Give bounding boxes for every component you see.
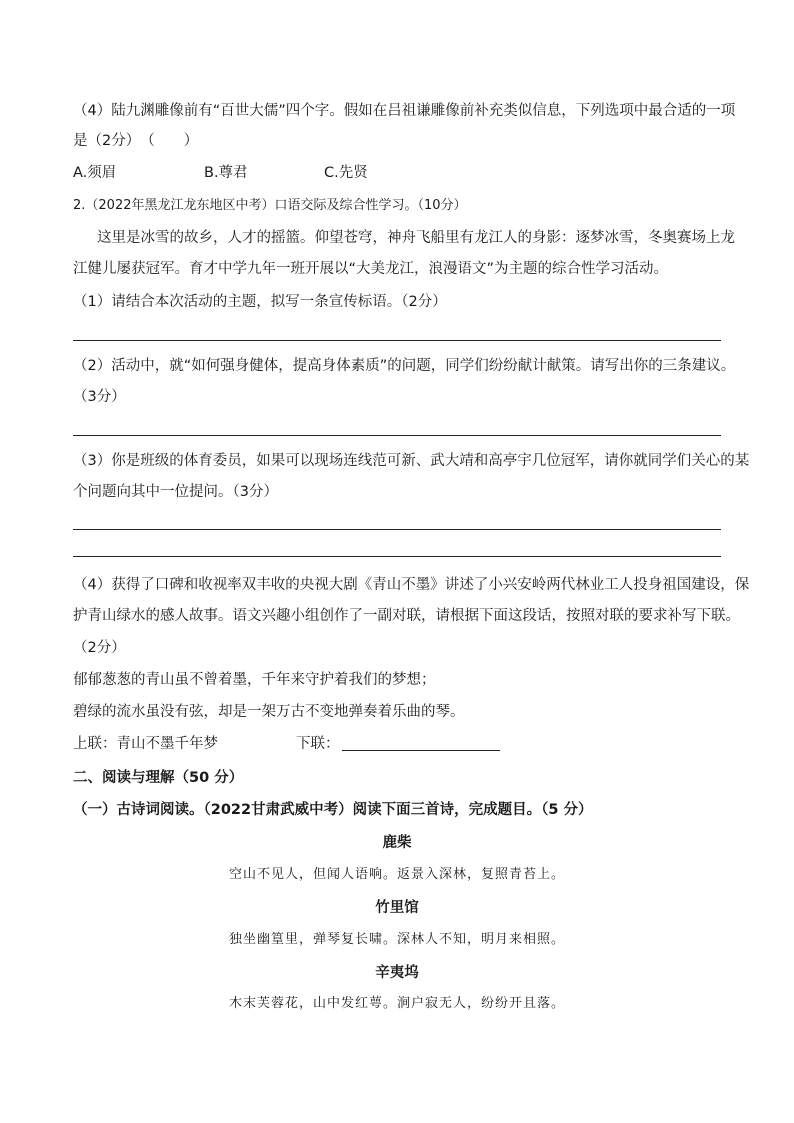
subquestion-4-line1: （4）获得了口碑和收视率双丰收的央视大剧《青山不墨》讲述了小兴安岭两代林业工人投身祖国建设，保 [73,577,750,593]
poem-title: 辛夷坞 [375,964,419,981]
upper-couplet: 上联：青山不墨千年梦 [73,736,218,752]
passage-line2: 碧绿的流水虽没有弦，却是一架万古不变地弹奏着乐曲的琴。 [73,704,465,720]
subquestion-4-line2: 护青山绿水的感人故事。语文兴趣小组创作了一副对联，请根据下面这段话，按照对联的要求补写下联。 [73,608,740,624]
poem-title: 鹿柴 [382,834,412,851]
lower-couplet [296,734,500,754]
question-2-header: 2.（2022年黑龙江龙东地区中考）口语交际及综合性学习。（10分） [73,198,467,213]
intro-line1: 这里是冰雪的故乡，人才的摇篮。仰望苍穹，神舟飞船里有龙江人的身影：逐梦冰雪，冬奥赛场上龙 [97,230,735,246]
option-a: A.须眉 [73,165,117,181]
lower-couplet-label: 下联： [296,736,340,752]
subquestion-2-line2: （3分） [73,389,126,405]
subquestion-3-line1: （3）你是班级的体育委员，如果可以现场连线范可新、武大靖和高亭宇几位冠军，请你就同学们关心的某 [73,453,750,469]
q4-stem-line1: （4）陆九渊雕像前有“百世大儒”四个字。假如在吕祖谦雕像前补充类似信息，下列选项中最合适的一项 [73,103,736,119]
poem-text: 空山不见人，但闻人语响。返景入深林，复照青苔上。 [228,867,565,882]
subquestion-3-line2: 个问题向其中一位提问。（3分） [73,484,278,500]
section-2-subtitle: （一）古诗词阅读。（2022甘肃武威中考）阅读下面三首诗，完成题目。（5 分） [73,802,593,818]
poem-text: 独坐幽篁里，弹琴复长啸。深林人不知，明月来相照。 [228,932,565,947]
passage-line1: 郁郁葱葱的青山虽不曾着墨，千年来守护着我们的梦想； [73,672,436,688]
subquestion-2-line1: （2）活动中，就“如何强身健体，提高身体素质”的问题，同学们纷纷献计献策。请写出你的三条建议。 [73,358,736,374]
intro-line2: 江健儿屡获冠军。育才中学九年一班开展以“大美龙江，浪漫语文”为主题的综合性学习活动。 [73,261,669,277]
answer-line[interactable] [73,556,721,557]
q4-stem-line2: 是（2分） （ ） [73,133,199,149]
answer-line[interactable] [73,435,721,436]
section-2-title: 二、阅读与理解（50 分） [73,770,244,786]
answer-line[interactable] [73,529,721,530]
poem-title: 竹里馆 [375,899,419,916]
answer-line[interactable] [73,340,721,341]
lower-couplet-blank[interactable] [342,734,500,751]
option-b: B.尊君 [204,165,248,181]
subquestion-1: （1）请结合本次活动的主题，拟写一条宣传标语。（2分） [73,294,447,310]
poem-text: 木末芙蓉花，山中发红萼。涧户寂无人，纷纷开且落。 [228,996,565,1011]
subquestion-4-line3: （2分） [73,640,126,656]
option-c: C.先贤 [324,165,368,181]
